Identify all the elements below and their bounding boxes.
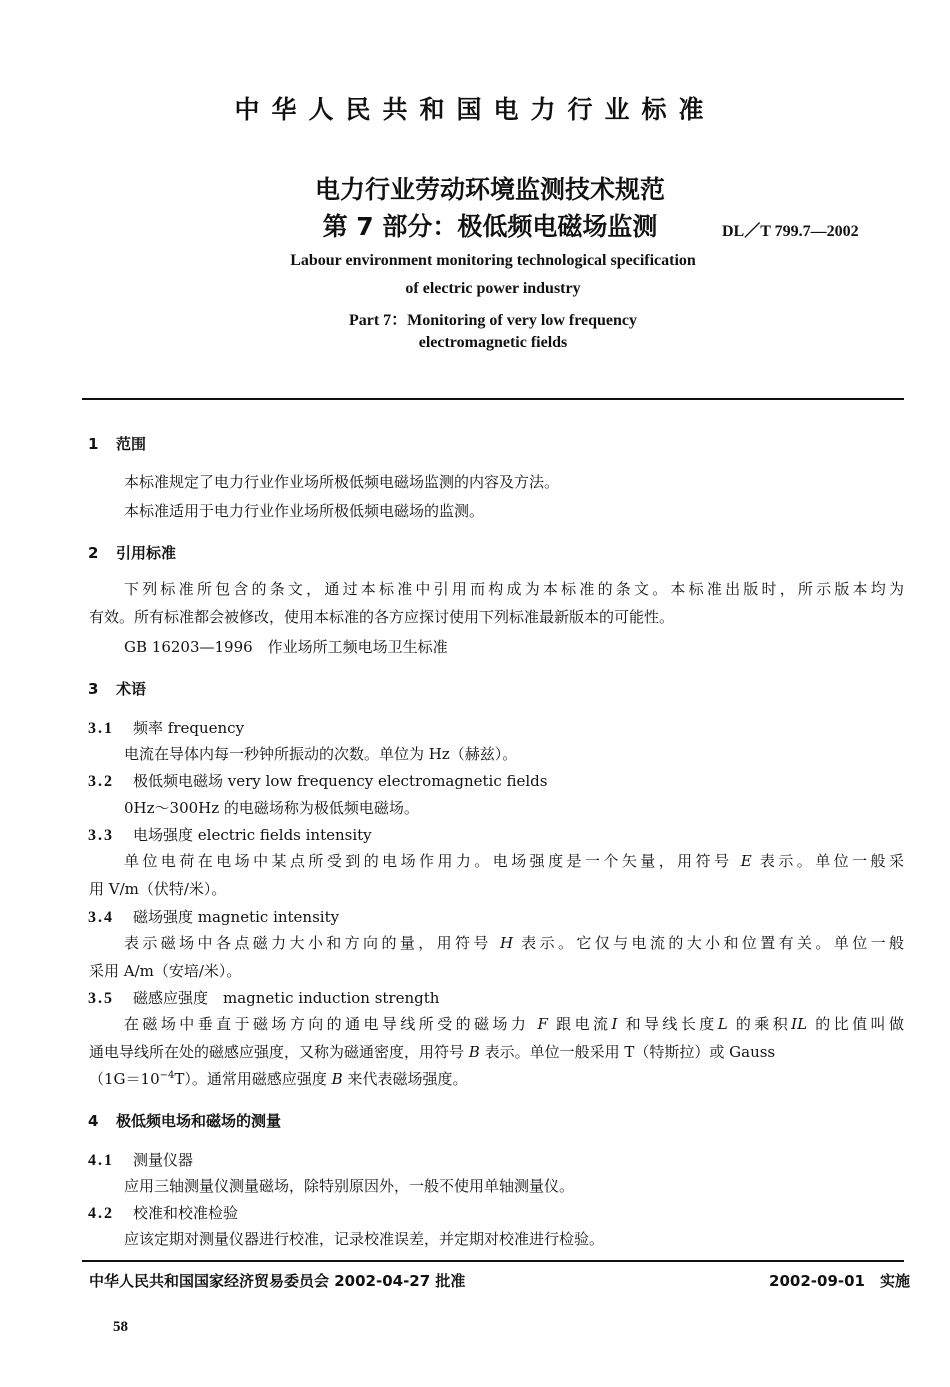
term-3-5-definition-line-3 [89,1068,468,1089]
reference-gb16203: GB 16203—1996 作业场所工频电场卫生标准 [124,638,448,656]
english-title-line-2: of electric power industry [405,280,581,297]
english-title-line-1: Labour environment monitoring technological specification [290,252,696,269]
definition-text: 的乘积 [735,1015,792,1033]
term-3-3-definition-line-2: 用 V/m（伏特/米）。 [89,880,227,898]
term-3-3-definition-line-1 [124,850,904,871]
term-3-5-definition-line-2 [89,1041,775,1062]
definition-text: 表示。单位一般采用 T（特斯拉）或 Gauss [484,1043,776,1061]
section-number: 3 [88,680,99,698]
term-name: 频率 frequency [133,719,245,737]
term-name: 磁场强度 magnetic intensity [133,908,340,926]
section-1-heading [88,433,146,454]
term-3-4-definition-line-2: 采用 A/m（安培/米）。 [89,962,242,980]
symbol-h: H [499,934,514,952]
term-name: 电场强度 electric fields intensity [133,826,372,844]
definition-text: 跟电流 [556,1015,612,1033]
section-number: 2 [88,544,99,562]
term-4-2-definition: 应该定期对测量仪器进行校准，记录校准误差，并定期对校准进行检验。 [124,1230,605,1248]
section-number: 1 [88,435,99,453]
definition-text: 单位电荷在电场中某点所受到的电场作用力。电场强度是一个矢量，用符号 [124,852,733,870]
symbol-i: I [611,1015,618,1033]
term-number: 4.2 [88,1205,114,1222]
page-number: 58 [113,1319,128,1335]
term-number: 3.5 [88,990,114,1007]
standard-number: DL／T 799.7—2002 [722,223,859,240]
issuer-heading: 中华人民共和国电力行业标准 [234,95,716,124]
footer-rule [82,1260,904,1262]
term-3-1 [88,717,244,738]
definition-text: 的比值叫做 [815,1015,904,1033]
section-title: 术语 [116,680,147,698]
term-3-4-definition-line-1 [124,932,904,953]
section-1-para-1: 本标准规定了电力行业作业场所极低频电磁场监测的内容及方法。 [124,473,560,491]
definition-text: 和导线长度 [625,1015,718,1033]
section-2-para-line-1: 下列标准所包含的条文，通过本标准中引用而构成为本标准的条文。本标准出版时，所示版本均为 [124,580,904,598]
section-2-heading [88,542,176,563]
section-title: 极低频电场和磁场的测量 [116,1112,282,1130]
term-number: 3.2 [88,773,114,790]
english-title-line-3: Part 7：Monitoring of very low frequency [348,312,638,329]
approval-line: 中华人民共和国国家经济贸易委员会 2002-04-27 批准 [89,1272,466,1290]
section-2-para-line-2: 有效。所有标准都会被修改，使用本标准的各方应探讨使用下列标准最新版本的可能性。 [89,608,675,626]
definition-text: （1G＝10 [89,1070,160,1088]
term-name: 极低频电磁场 very low frequency electromagnetic fields [133,772,548,790]
term-4-1-definition: 应用三轴测量仪测量磁场，除特别原因外，一般不使用单轴测量仪。 [124,1177,575,1195]
term-4-1 [88,1149,193,1170]
section-1-para-2: 本标准适用于电力行业作业场所极低频电磁场的监测。 [124,502,485,520]
term-3-1-definition: 电流在导体内每一秒钟所振动的次数。单位为 Hz（赫兹）。 [124,745,518,763]
definition-text: 表示。它仅与电流的大小和位置有关。单位一般 [521,934,904,952]
definition-text: 来代表磁场强度。 [347,1070,468,1088]
definition-text: T）。通常用磁感应强度 [174,1070,327,1088]
term-3-5 [88,987,439,1008]
term-number: 3.1 [88,720,114,737]
implementation-date: 2002-09-01 实施 [769,1272,910,1290]
definition-text: 表示。单位一般采 [759,852,904,870]
symbol-l: L [717,1015,728,1033]
term-name: 校准和校准检验 [133,1204,239,1222]
symbol-b: B [468,1043,480,1061]
symbol-f: F [537,1015,548,1033]
term-number: 4.1 [88,1152,114,1169]
definition-text: 在磁场中垂直于磁场方向的通电导线所受的磁场力 [124,1015,530,1033]
definition-text: 表示磁场中各点磁力大小和方向的量，用符号 [124,934,492,952]
english-title-line-4: electromagnetic fields [418,334,568,351]
symbol-e: E [740,852,752,870]
exponent: −4 [159,1070,175,1081]
term-3-2-definition: 0Hz～300Hz 的电磁场称为极低频电磁场。 [124,799,419,817]
section-number: 4 [88,1112,99,1130]
section-3-heading [88,678,146,699]
title-line-2: 第 7 部分：极低频电磁场监测 [322,212,658,241]
term-number: 3.3 [88,827,114,844]
section-4-heading [88,1110,281,1131]
term-4-2 [88,1202,238,1223]
section-title: 引用标准 [116,544,177,562]
term-name: 磁感应强度 magnetic induction strength [133,989,440,1007]
symbol-il: IL [791,1015,808,1033]
header-rule [82,398,904,400]
title-line-1: 电力行业劳动环境监测技术规范 [314,175,665,204]
definition-text: 通电导线所在处的磁感应强度，又称为磁通密度，用符号 [89,1043,465,1061]
term-name: 测量仪器 [133,1151,194,1169]
section-title: 范围 [116,435,147,453]
term-3-5-definition-line-1 [124,1013,904,1034]
term-3-4 [88,906,339,927]
term-3-3 [88,824,372,845]
symbol-b: B [331,1070,343,1088]
term-3-2 [88,770,547,791]
term-number: 3.4 [88,909,114,926]
